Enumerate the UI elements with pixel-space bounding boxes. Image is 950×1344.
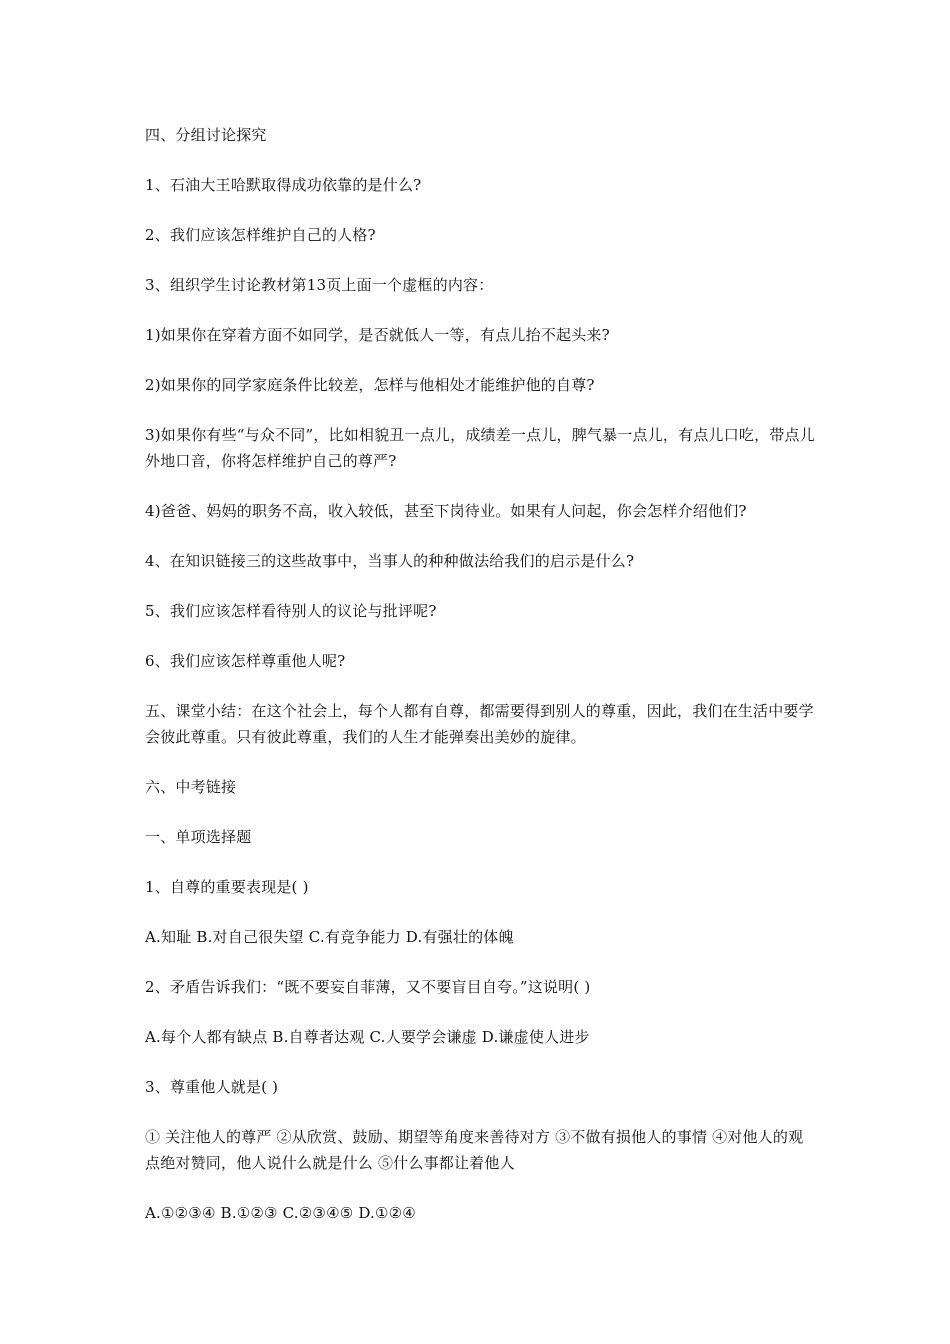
sub-question-2: 2)如果你的同学家庭条件比较差，怎样与他相处才能维护他的自尊? <box>145 376 595 394</box>
question-4: 4、在知识链接三的这些故事中，当事人的种种做法给我们的启示是什么? <box>145 552 635 570</box>
choice-options-1: A.知耻 B.对自己很失望 C.有竞争能力 D.有强壮的体魄 <box>145 928 514 946</box>
document-body <box>145 122 817 1250</box>
question-6: 6、我们应该怎样尊重他人呢? <box>145 652 346 670</box>
choice-statements-3: ① 关注他人的尊严 ②从欣赏、鼓励、期望等角度来善待对方 ③不做有损他人的事情 ④对他人的观点绝对赞同，他人说什么就是什么 ⑤什么事都让着他人 <box>145 1128 804 1172</box>
sub-question-3: 3)如果你有些“与众不同”，比如相貌丑一点儿，成绩差一点儿，脾气暴一点儿，有点儿口吃，带点儿外地口音，你将怎样维护自己的尊严? <box>145 426 815 470</box>
choice-question-2: 2、矛盾告诉我们：“既不要妄自菲薄，又不要盲目自夸。”这说明( ) <box>145 978 591 996</box>
choice-options-2: A.每个人都有缺点 B.自尊者达观 C.人要学会谦虚 D.谦虚使人进步 <box>145 1028 590 1046</box>
section-heading-exam-link: 六、中考链接 <box>145 778 237 796</box>
question-2: 2、我们应该怎样维护自己的人格? <box>145 226 376 244</box>
section-heading-single-choice: 一、单项选择题 <box>145 828 252 846</box>
section-heading-group-discussion: 四、分组讨论探究 <box>145 126 267 144</box>
question-1: 1、石油大王哈默取得成功依靠的是什么? <box>145 176 422 194</box>
question-5: 5、我们应该怎样看待别人的议论与批评呢? <box>145 602 437 620</box>
choice-question-1: 1、自尊的重要表现是( ) <box>145 878 309 896</box>
class-summary: 五、课堂小结：在这个社会上，每个人都有自尊，都需要得到别人的尊重，因此，我们在生活中要学会彼此尊重。只有彼此尊重，我们的人生才能弹奏出美妙的旋律。 <box>145 702 814 746</box>
choice-options-3: A.①②③④ B.①②③ C.②③④⑤ D.①②④ <box>145 1204 416 1222</box>
sub-question-1: 1)如果你在穿着方面不如同学，是否就低人一等，有点儿抬不起头来? <box>145 326 610 344</box>
choice-question-3: 3、尊重他人就是( ) <box>145 1078 279 1096</box>
question-3: 3、组织学生讨论教材第13页上面一个虚框的内容： <box>145 276 494 294</box>
sub-question-4: 4)爸爸、妈妈的职务不高，收入较低，甚至下岗待业。如果有人问起，你会怎样介绍他们? <box>145 502 747 520</box>
